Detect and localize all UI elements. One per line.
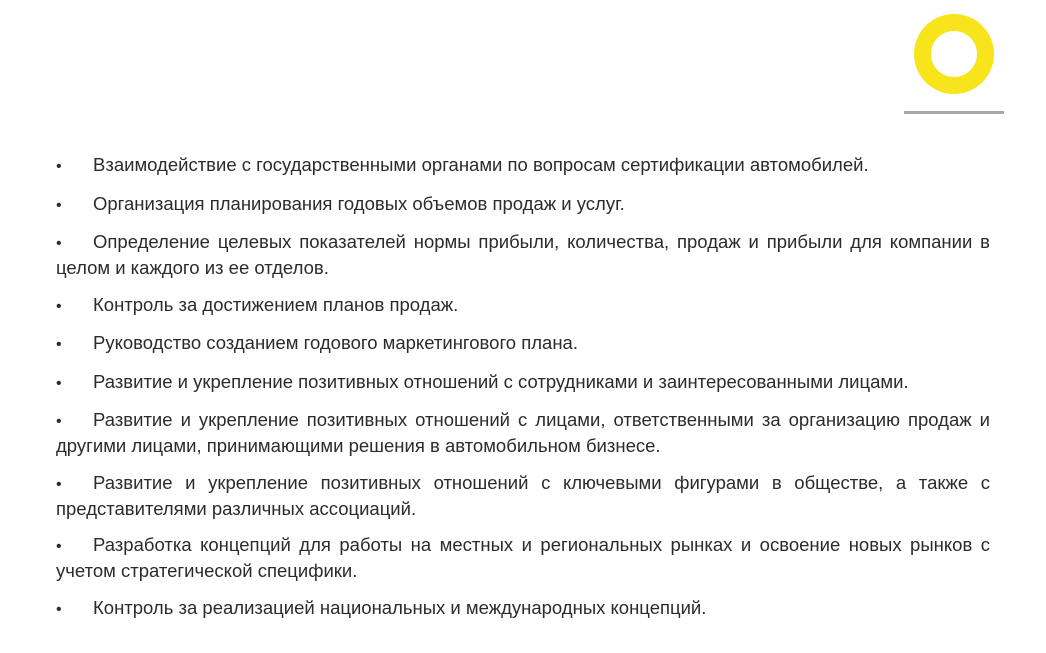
list-item	[56, 370, 990, 396]
list-item	[56, 596, 990, 622]
bullet-icon: •	[56, 600, 62, 618]
list-item-text: Контроль за достижением планов продаж.	[93, 293, 459, 315]
list-item-text: Контроль за реализацией национальных и международных концепций.	[93, 596, 707, 618]
list-item	[56, 153, 990, 179]
bullet-icon: •	[56, 413, 62, 430]
list-item	[56, 230, 990, 280]
logo-divider-line	[904, 111, 1004, 114]
list-item	[56, 331, 990, 357]
bullet-icon: •	[56, 336, 62, 353]
bullet-icon: •	[56, 158, 62, 175]
list-item-text: Организация планирования годовых объемов продаж и услуг.	[93, 192, 625, 214]
bullet-icon: •	[56, 374, 62, 392]
list-item-text: Развитие и укрепление позитивных отношений с лицами, ответственными за организацию продаж и другими лицами, принимающими решения в автомобильном бизнесе.	[56, 409, 990, 456]
bullet-icon: •	[56, 475, 62, 493]
list-item	[56, 533, 990, 583]
list-item-text: Взаимодействие с государственными органами по вопросам сертификации автомобилей.	[93, 154, 869, 175]
list-item	[56, 192, 990, 218]
list-item-text: Развитие и укрепление позитивных отношений с ключевыми фигурами в обществе, а также с представителями различных ассоциаций.	[56, 471, 990, 519]
list-item-text: Развитие и укрепление позитивных отношений с сотрудниками и заинтересованными лицами.	[93, 370, 909, 392]
list-item	[56, 293, 990, 319]
list-item-text: Разработка концепций для работы на местных и региональных рынках и освоение новых рынков с учетом стратегической специфики.	[56, 534, 990, 581]
logo-ring-icon	[914, 14, 994, 94]
list-item	[56, 471, 990, 521]
bullet-icon: •	[56, 297, 62, 315]
list-item-text: Руководство созданием годового маркетингового плана.	[93, 332, 578, 353]
bullet-icon: •	[56, 196, 62, 214]
list-item-text: Определение целевых показателей нормы прибыли, количества, продаж и прибыли для компании в целом и каждого из ее отделов.	[56, 231, 990, 278]
bullet-icon: •	[56, 538, 62, 555]
bullet-icon: •	[56, 235, 62, 252]
responsibilities-list	[56, 153, 990, 634]
list-item	[56, 408, 990, 458]
